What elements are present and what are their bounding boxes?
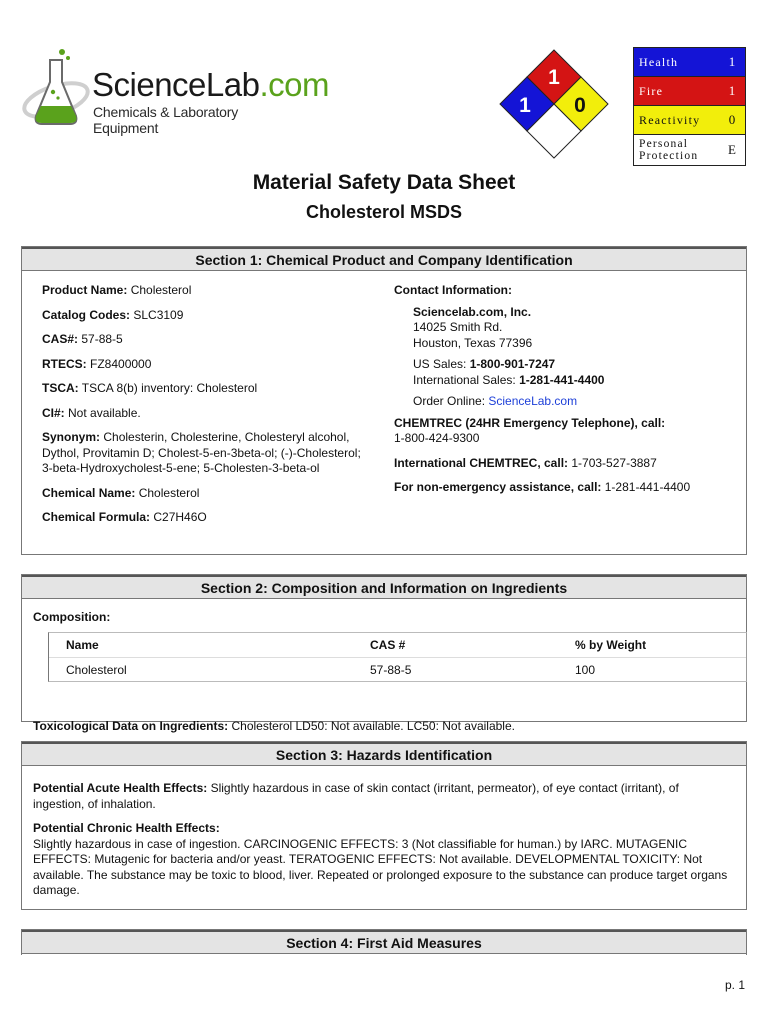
field-value: FZ8400000 xyxy=(86,356,152,371)
field-label: Catalog Codes: xyxy=(42,307,131,322)
chronic-effects xyxy=(33,821,733,899)
column-header: Name xyxy=(66,638,99,652)
nfpa-reactivity-value: 0 xyxy=(574,94,586,117)
field-value: C27H46O xyxy=(150,510,207,524)
field-label: CI#: xyxy=(42,405,65,420)
section-3 xyxy=(21,741,747,910)
section-heading: Section 3: Hazards Identification xyxy=(22,742,746,766)
contact-info-column xyxy=(394,283,734,496)
nfpa-diamond xyxy=(499,49,609,161)
address-line-2: Houston, Texas 77396 xyxy=(413,335,533,350)
tsca-row xyxy=(42,381,372,397)
field-label: CAS#: xyxy=(42,332,79,346)
logo-wordmark xyxy=(92,68,329,102)
hazard-value: 1 xyxy=(728,83,736,98)
hazard-label-line1: Personal xyxy=(639,138,689,150)
cas-row xyxy=(42,332,372,348)
chemtrec xyxy=(394,416,734,432)
ci-row xyxy=(42,406,372,422)
table-header-row xyxy=(49,633,746,657)
rtecs-row xyxy=(42,357,372,373)
non-emergency xyxy=(394,480,734,496)
section-2 xyxy=(21,574,747,733)
section-heading: Section 4: First Aid Measures xyxy=(22,930,746,954)
composition-table xyxy=(48,632,747,682)
chemical-name-row xyxy=(42,486,372,502)
hazard-row-reactivity xyxy=(634,106,745,135)
hazards-text xyxy=(33,781,733,908)
us-sales-label: US Sales: xyxy=(413,357,470,371)
hazard-label: Fire xyxy=(639,83,664,98)
us-sales-value: 1-800-901-7247 xyxy=(469,357,556,371)
intl-chemtrec-value: 1-703-527-3887 xyxy=(568,455,657,470)
field-label: RTECS: xyxy=(42,356,87,371)
us-sales xyxy=(394,357,734,373)
document-subtitle: Cholesterol MSDS xyxy=(305,202,463,222)
composition-label: Composition: xyxy=(33,610,111,624)
order-online xyxy=(394,394,734,410)
hazard-row-health xyxy=(634,48,745,77)
intl-chemtrec-label: International CHEMTREC, call: xyxy=(394,455,569,470)
hazard-row-fire xyxy=(634,77,745,106)
hazard-label-line2: Protection xyxy=(639,150,699,162)
field-label: Chemical Formula: xyxy=(42,510,151,524)
field-label: Synonym: xyxy=(42,430,101,444)
section-4 xyxy=(21,929,747,955)
table-cell: 57-88-5 xyxy=(370,662,412,677)
synonym-row xyxy=(42,430,372,477)
table-row xyxy=(49,657,746,681)
address-line-1: 14025 Smith Rd. xyxy=(413,320,503,334)
product-info-column xyxy=(42,283,372,535)
nfpa-fire-value: 1 xyxy=(548,66,560,89)
nfpa-health-value: 1 xyxy=(519,94,531,117)
flask-icon xyxy=(22,48,102,134)
international-sales xyxy=(394,373,734,389)
hazard-rating-table xyxy=(633,47,746,166)
sciencelab-link[interactable]: ScienceLab.com xyxy=(488,394,578,408)
field-value: TSCA 8(b) inventory: Cholesterol xyxy=(78,381,258,395)
toxicological-data xyxy=(33,719,515,733)
hazard-label: Reactivity xyxy=(639,112,701,127)
chronic-label: Potential Chronic Health Effects: xyxy=(33,821,220,835)
field-value: SLC3109 xyxy=(130,307,184,322)
tox-label: Toxicological Data on Ingredients: xyxy=(33,719,229,733)
section-1 xyxy=(21,246,747,555)
intl-sales-label: International Sales: xyxy=(413,372,520,387)
logo-science: Science xyxy=(92,66,206,103)
acute-label: Potential Acute Health Effects: xyxy=(33,781,208,795)
tox-value: Cholesterol LD50: Not available. LC50: Not available. xyxy=(228,719,515,733)
company-name-text: Sciencelab.com, Inc. xyxy=(413,304,532,319)
document-title: Material Safety Data Sheet xyxy=(252,171,516,194)
page-number: p. 1 xyxy=(724,978,745,992)
field-value: Not available. xyxy=(64,405,141,420)
product-name-row xyxy=(42,283,372,299)
table-cell: Cholesterol xyxy=(66,662,127,677)
field-label: Chemical Name: xyxy=(42,485,136,500)
field-value: 57-88-5 xyxy=(78,332,123,346)
acute-effects xyxy=(33,781,733,812)
field-value: Cholesterol xyxy=(127,283,192,297)
hazard-row-personal-protection xyxy=(634,135,745,165)
logo-dotcom: .com xyxy=(259,66,329,103)
field-label: TSCA: xyxy=(42,381,79,395)
section-heading: Section 1: Chemical Product and Company Identification xyxy=(22,247,746,271)
non-emergency-label: For non-emergency assistance, call: xyxy=(394,480,602,494)
chemical-formula-row xyxy=(42,510,372,526)
contact-label xyxy=(394,283,734,299)
chemtrec-label: CHEMTREC (24HR Emergency Telephone), call: xyxy=(394,415,666,430)
chemtrec-value: 1-800-424-9300 xyxy=(394,431,480,445)
non-emergency-value: 1-281-441-4400 xyxy=(601,480,691,494)
field-value: Cholesterin, Cholesterine, Cholesteryl alcohol, Dythol, Provitamin D; Cholest-5-en-3beta-ol; (-)-Cholesterol; 3-beta-Hydroxycholest-5-ene; 5-Cholesten-3-beta-ol xyxy=(42,430,361,475)
chronic-value: Slightly hazardous in case of ingestion. CARCINOGENIC EFFECTS: 3 (Not classifiable for human.) by IARC. MUTAGENIC EFFECTS: Mutagenic for bacteria and/or yeast. TERATOGENIC EFFECTS: Not available. DEVELOPMENTAL TOXICITY: Not available. The substance may be toxic to blood, liver. Repeated or prolonged exposure to the substance can produce target organs damage. xyxy=(33,836,728,897)
section-heading: Section 2: Composition and Information on Ingredients xyxy=(22,575,746,599)
hazard-value: E xyxy=(728,142,736,157)
table-cell: 100 xyxy=(575,662,596,677)
order-online-label: Order Online: xyxy=(413,394,489,408)
column-header: CAS # xyxy=(370,638,406,652)
field-label: Product Name: xyxy=(42,283,128,297)
column-header: % by Weight xyxy=(575,638,647,652)
international-chemtrec xyxy=(394,456,734,472)
acute-value: Slightly hazardous in case of skin contact (irritant, permeator), of eye contact (irritant), of ingestion, of inhalation. xyxy=(33,781,679,811)
hazard-value: 1 xyxy=(728,54,736,69)
field-value: Cholesterol xyxy=(135,485,200,500)
contact-label-text: Contact Information: xyxy=(394,283,512,297)
logo-tagline: Chemicals & Laboratory Equipment xyxy=(93,104,238,136)
hazard-value: 0 xyxy=(728,112,736,127)
logo-lab: Lab xyxy=(205,66,260,103)
company-name xyxy=(394,305,734,321)
hazard-label xyxy=(634,138,719,162)
catalog-codes-row xyxy=(42,308,372,324)
sciencelab-logo xyxy=(22,48,329,136)
hazard-label: Health xyxy=(639,54,679,69)
intl-sales-value: 1-281-441-4400 xyxy=(519,372,605,387)
